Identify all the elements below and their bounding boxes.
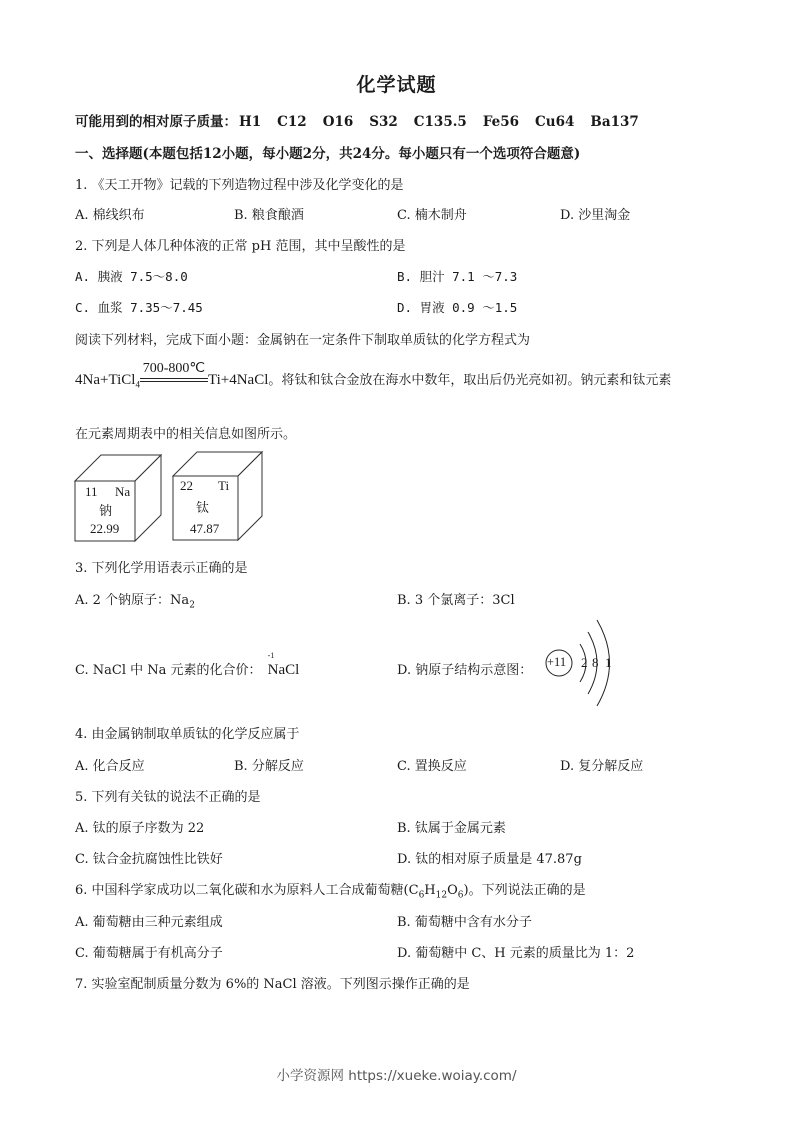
shell-electrons: 8 (592, 655, 599, 670)
element-number: 22 (180, 478, 193, 493)
question-2-stem: 2. 下列是人体几种体液的正常 pH 范围，其中呈酸性的是 (75, 239, 406, 254)
element-mass: 22.99 (90, 521, 120, 536)
equation-reactant-subscript: 4 (135, 379, 140, 390)
atomic-mass: Cu64 (535, 114, 575, 130)
question-6-stem (75, 879, 586, 901)
element-number: 11 (85, 484, 98, 499)
stem-text: 6. 中国科学家成功以二氧化碳和水为原料人工合成葡萄糖(C (75, 883, 419, 898)
question-5-option-c: C. 钛合金抗腐蚀性比铁好 (75, 852, 223, 867)
atomic-masses-line (75, 110, 655, 130)
question-2-option-d: D. 胃液 0.9 ～1.5 (397, 300, 518, 315)
question-2-option-b: B. 胆汁 7.1 ～7.3 (397, 269, 518, 284)
subscript: 6 (418, 890, 425, 901)
atomic-mass: C12 (277, 114, 307, 130)
atomic-mass: C135.5 (413, 114, 467, 130)
element-symbol: Na (115, 484, 131, 499)
question-4-option-d: D. 复分解反应 (560, 759, 644, 774)
formula-h: H (424, 883, 436, 898)
formula-o: O (447, 883, 458, 898)
question-6-option-c: C. 葡萄糖属于有机高分子 (75, 946, 223, 961)
question-1-option-a: A. 棉线织布 (75, 208, 145, 223)
subscript: 12 (435, 890, 448, 901)
atomic-mass: Fe56 (482, 114, 520, 130)
atomic-mass: H1 (239, 114, 262, 130)
element-symbol: Ti (218, 478, 230, 493)
equation-reactants: 4Na+TiCl (75, 372, 136, 388)
equation-products: Ti+4NaCl (207, 372, 269, 388)
equals-line-bottom (140, 381, 208, 382)
reaction-condition-arrow (140, 360, 208, 388)
element-name: 钛 (196, 501, 210, 516)
question-5-option-d: D. 钛的相对原子质量是 47.87g (397, 852, 582, 867)
question-4-option-b: B. 分解反应 (234, 759, 304, 774)
question-2-option-a: A. 胰液 7.5～8.0 (75, 269, 188, 284)
option-text: D. 钠原子结构示意图： (397, 663, 533, 678)
valence-mark: -1 (267, 651, 275, 660)
question-5-option-a: A. 钛的原子序数为 22 (75, 821, 205, 836)
cube-outline-icon (75, 455, 165, 545)
formula-tail: aCl (278, 662, 300, 678)
question-1-option-c: C. 楠木制舟 (397, 208, 467, 223)
chemical-equation-line (75, 360, 671, 390)
atomic-mass: S32 (369, 114, 398, 130)
valence-formula (267, 651, 300, 679)
reading-intro: 阅读下列材料，完成下面小题：金属钠在一定条件下制取单质钛的化学方程式为 (75, 333, 531, 348)
question-2-option-c: C. 血浆 7.35～7.45 (75, 300, 203, 315)
element-mass: 47.87 (190, 521, 220, 536)
subscript: 6 (457, 890, 464, 901)
question-5-option-b: B. 钛属于金属元素 (397, 821, 506, 836)
question-3-option-a (75, 589, 195, 611)
subscript: 2 (189, 600, 195, 611)
option-text: A. 2 个钠原子：Na (75, 593, 190, 608)
equals-line-top (140, 378, 208, 379)
element-name: 钠 (99, 504, 113, 519)
atomic-mass: O16 (322, 114, 354, 130)
question-4-stem: 4. 由金属钠制取单质钛的化学反应属于 (75, 727, 300, 742)
question-4-option-a: A. 化合反应 (75, 759, 145, 774)
question-4-option-c: C. 置换反应 (397, 759, 467, 774)
question-3-stem: 3. 下列化学用语表示正确的是 (75, 561, 248, 576)
question-5-stem: 5. 下列有关钛的说法不正确的是 (75, 790, 261, 805)
formula-head: N (267, 662, 279, 678)
question-6-option-b: B. 葡萄糖中含有水分子 (397, 915, 532, 930)
shell-electrons: 1 (605, 655, 612, 670)
page-title: 化学试题 (356, 74, 437, 96)
question-3-option-c (75, 651, 300, 679)
reading-continuation: 在元素周期表中的相关信息如图所示。 (75, 427, 297, 442)
question-7-stem: 7. 实验室配制质量分数为 6%的 NaCl 溶液。下列图示操作正确的是 (75, 977, 470, 992)
nucleus-charge: +11 (547, 655, 567, 669)
footer-watermark: 小学资源网 https://xueke.woiay.com/ (276, 1068, 517, 1084)
element-cube-sodium (75, 455, 165, 549)
question-6-option-a: A. 葡萄糖由三种元素组成 (75, 915, 223, 930)
question-6-option-d: D. 葡萄糖中 C、H 元素的质量比为 1：2 (397, 946, 635, 961)
question-1-stem: 1. 《天工开物》记载的下列造物过程中涉及化学变化的是 (75, 178, 404, 193)
atom-structure-diagram (542, 616, 642, 716)
atomic-mass: Ba137 (590, 114, 639, 130)
question-1-option-b: B. 粮食酿酒 (234, 208, 304, 223)
question-1-option-d: D. 沙里淘金 (560, 208, 631, 223)
stem-text: )。下列说法正确的是 (463, 883, 586, 898)
reaction-condition: 700-800℃ (142, 361, 206, 376)
reading-after-equation: 。将钛和钛合金放在海水中数年，取出后仍光亮如初。钠元素和钛元素 (268, 373, 672, 388)
question-3-option-b: B. 3 个氯离子：3Cl (397, 593, 515, 608)
question-3-option-d (397, 659, 532, 678)
section-heading: 一、选择题(本题包括12小题，每小题2分，共24分。每小题只有一个选项符合题意) (75, 146, 581, 162)
atomic-masses-label: 可能用到的相对原子质量： (75, 114, 237, 130)
shell-electrons: 2 (581, 655, 588, 670)
option-text: C. NaCl 中 Na 元素的化合价： (75, 663, 262, 678)
element-cube-titanium (173, 452, 265, 548)
